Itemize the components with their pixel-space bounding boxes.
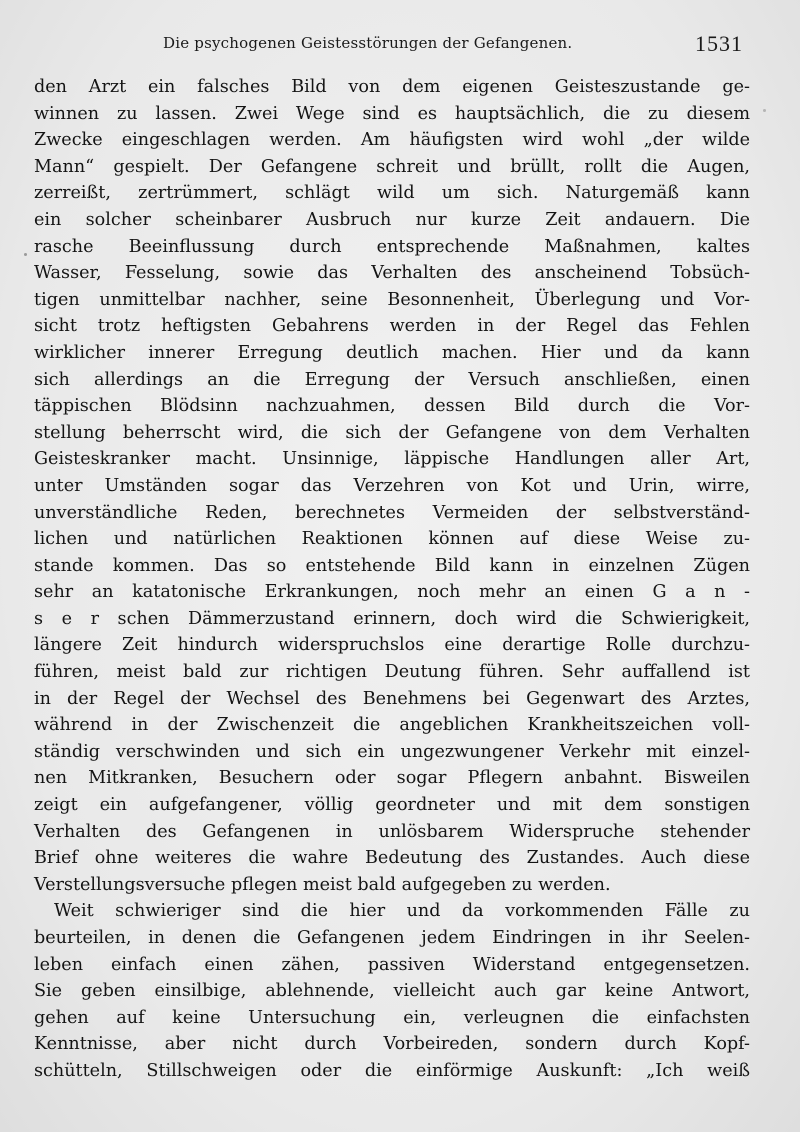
text-line: Mann“ gespielt. Der Gefangene schreit und brüllt, rollt die Augen, — [34, 156, 750, 177]
text-line: beurteilen, in denen die Gefangenen jedem Eindringen in ihr Seelen- — [34, 928, 750, 948]
text-line: stellung beherrscht wird, die sich der Gefangene von dem Verhalten — [34, 422, 750, 443]
text-line: gehen auf keine Untersuchung ein, verleugnen die einfachsten — [34, 1007, 750, 1028]
text-line: Kenntnisse, aber nicht durch Vorbeireden, sondern durch Kopf- — [34, 1034, 750, 1055]
text-line: leben einfach einen zähen, passiven Widerstand entgegensetzen. — [34, 954, 750, 975]
paper-speck — [763, 109, 766, 112]
page-header — [163, 31, 743, 58]
text-line: zerreißt, zertrümmert, schlägt wild um sich. Naturgemäß kann — [34, 183, 750, 204]
text-line: nen Mitkranken, Besuchern oder sogar Pflegern anbahnt. Bisweilen — [34, 768, 750, 789]
text-line: längere Zeit hindurch widerspruchslos eine derartige Rolle durchzu- — [34, 635, 750, 656]
text-line: zeigt ein aufgefangener, völlig geordneter und mit dem sonstigen — [34, 795, 750, 816]
page-number: 1531 — [695, 31, 743, 56]
text-line: führen, meist bald zur richtigen Deutung führen. Sehr auffallend ist — [34, 662, 750, 683]
body-text — [34, 74, 750, 1085]
text-line: sehr an katatonische Erkrankungen, noch mehr an einen G a n - — [34, 582, 750, 603]
text-line: tigen unmittelbar nachher, seine Besonnenheit, Überlegung und Vor- — [34, 289, 750, 310]
text-line: täppischen Blödsinn nachzuahmen, dessen Bild durch die Vor- — [34, 396, 750, 417]
text-line: wirklicher innerer Erregung deutlich machen. Hier und da kann — [34, 342, 750, 363]
paragraph-end-line: Verstellungsversuche pflegen meist bald aufgegeben zu werden. — [34, 874, 611, 895]
text-line: ständig verschwinden und sich ein ungezwungener Verkehr mit einzel- — [34, 741, 750, 762]
text-line: schütteln, Stillschweigen oder die einförmige Auskunft: „Ich weiß — [34, 1060, 750, 1081]
paper-speck — [24, 253, 27, 256]
text-line: winnen zu lassen. Zwei Wege sind es hauptsächlich, die zu diesem — [34, 103, 750, 124]
paragraph-start-line: Weit schwieriger sind die hier und da vorkommenden Fälle zu — [54, 901, 750, 922]
text-line: ein solcher scheinbarer Ausbruch nur kurze Zeit andauern. Die — [34, 209, 750, 230]
text-line: stande kommen. Das so entstehende Bild kann in einzelnen Zügen — [34, 555, 750, 576]
running-title: Die psychogenen Geistesstörungen der Gefangenen. — [163, 34, 573, 52]
text-line: Brief ohne weiteres die wahre Bedeutung des Zustandes. Auch diese — [34, 848, 750, 869]
text-line: unter Umständen sogar das Verzehren von Kot und Urin, wirre, — [34, 475, 750, 496]
text-line: lichen und natürlichen Reaktionen können auf diese Weise zu- — [34, 529, 750, 550]
text-line: unverständliche Reden, berechnetes Vermeiden der selbstverständ- — [34, 502, 750, 523]
text-line: den Arzt ein falsches Bild von dem eigenen Geisteszustande ge- — [34, 77, 750, 97]
text-line: in der Regel der Wechsel des Benehmens bei Gegenwart des Arztes, — [34, 688, 750, 709]
text-line: während in der Zwischenzeit die angeblichen Krankheitszeichen voll- — [34, 715, 750, 736]
text-line: Sie geben einsilbige, ablehnende, vielleicht auch gar keine Antwort, — [34, 981, 750, 1002]
text-line: Geisteskranker macht. Unsinnige, läppische Handlungen aller Art, — [34, 449, 750, 470]
text-line: Wasser, Fesselung, sowie das Verhalten des anscheinend Tobsüch- — [34, 263, 750, 284]
text-line: sicht trotz heftigsten Gebahrens werden in der Regel das Fehlen — [34, 316, 750, 337]
text-line: Verhalten des Gefangenen in unlösbarem Widerspruche stehender — [34, 821, 750, 842]
text-line: sich allerdings an die Erregung der Versuch anschließen, einen — [34, 369, 750, 390]
text-line: Zwecke eingeschlagen werden. Am häufigsten wird wohl „der wilde — [34, 130, 750, 151]
text-line: rasche Beeinflussung durch entsprechende Maßnahmen, kaltes — [34, 236, 750, 257]
text-line: s e r schen Dämmerzustand erinnern, doch wird die Schwierigkeit, — [34, 608, 750, 629]
